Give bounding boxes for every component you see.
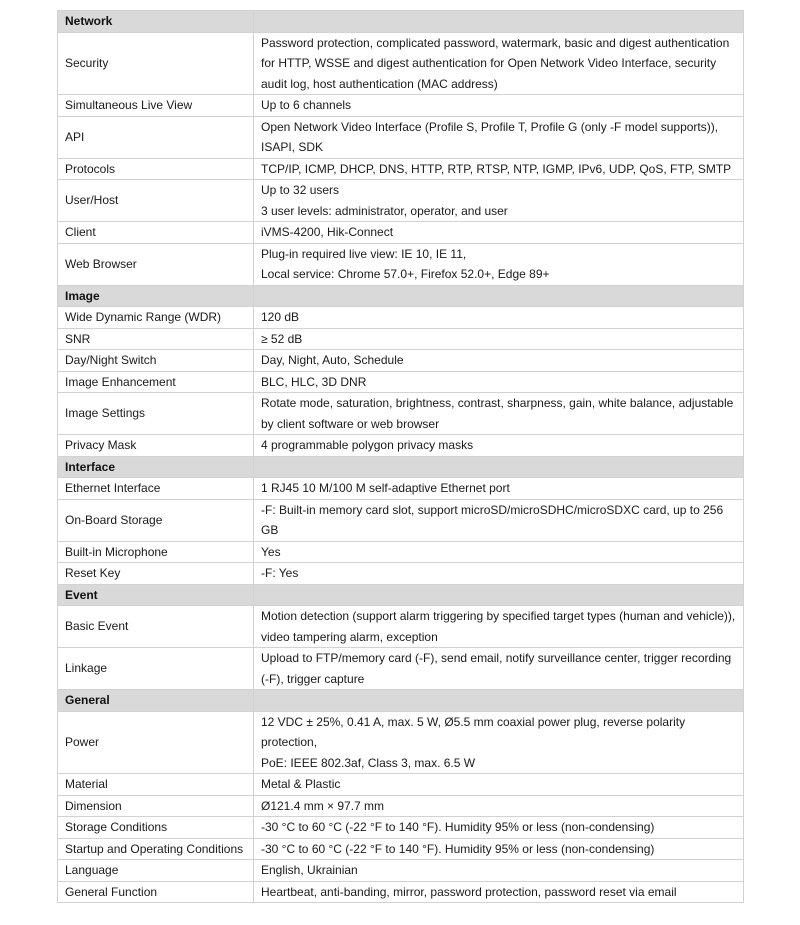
- table-row: [58, 116, 744, 158]
- spec-value-line: Local service: Chrome 57.0+, Firefox 52.0+, Edge 89+: [261, 267, 550, 281]
- spec-value-line: TCP/IP, ICMP, DHCP, DNS, HTTP, RTP, RTSP, NTP, IGMP, IPv6, UDP, QoS, FTP, SMTP: [261, 161, 732, 176]
- spec-label: SNR: [58, 328, 254, 350]
- spec-value: [254, 328, 744, 350]
- section-title: General: [58, 690, 254, 712]
- table-row: [58, 307, 744, 329]
- section-header-network: [58, 11, 744, 33]
- section-title: Network: [58, 11, 254, 33]
- section-title: Image: [58, 285, 254, 307]
- spec-label: Language: [58, 860, 254, 882]
- table-row: [58, 817, 744, 839]
- spec-value: [254, 711, 744, 774]
- spec-value-line: 12 VDC ± 25%, 0.41 A, max. 5 W, Ø5.5 mm coaxial power plug, reverse polarity protection,: [261, 714, 686, 749]
- spec-value: [254, 795, 744, 817]
- spec-value-line: English, Ukrainian: [261, 863, 358, 877]
- spec-value: [254, 371, 744, 393]
- spec-value: [254, 116, 744, 158]
- spec-value-line: ≥ 52 dB: [261, 331, 303, 346]
- table-row: [58, 350, 744, 372]
- section-title: Event: [58, 584, 254, 606]
- spec-value-line: Up to 6 channels: [261, 98, 352, 112]
- spec-label: Day/Night Switch: [58, 350, 254, 372]
- spec-value: [254, 838, 744, 860]
- spec-value: [254, 243, 744, 285]
- spec-value-line: Open Network Video Interface (Profile S, Profile T, Profile G (only -F model supports)), ISAPI, SDK: [261, 119, 719, 154]
- spec-value-line: 120 dB: [261, 310, 300, 324]
- spec-value: [254, 158, 744, 180]
- spec-table-body: [58, 11, 744, 903]
- spec-value: [254, 499, 744, 541]
- table-row: [58, 393, 744, 435]
- section-header-image: [58, 285, 744, 307]
- spec-value-line: iVMS-4200, Hik-Connect: [261, 225, 394, 239]
- spec-label: Linkage: [58, 648, 254, 690]
- spec-value-line: Yes: [261, 544, 281, 559]
- table-row: [58, 158, 744, 180]
- table-row: [58, 435, 744, 457]
- section-header-blank: [254, 690, 744, 712]
- spec-value-line: Motion detection (support alarm triggering by specified target types (human and vehicle)), video tampering alarm, exception: [261, 609, 736, 644]
- spec-value: [254, 860, 744, 882]
- section-title: Interface: [58, 456, 254, 478]
- table-row: [58, 838, 744, 860]
- spec-value: [254, 881, 744, 903]
- spec-label: API: [58, 116, 254, 158]
- table-row: [58, 541, 744, 563]
- spec-value-line: Plug-in required live view: IE 10, IE 11,: [261, 246, 467, 261]
- table-row: [58, 881, 744, 903]
- table-row: [58, 860, 744, 882]
- spec-label: Reset Key: [58, 563, 254, 585]
- spec-label: Privacy Mask: [58, 435, 254, 457]
- spec-value-line: Rotate mode, saturation, brightness, contrast, sharpness, gain, white balance, adjustable by client software or web browser: [261, 396, 734, 431]
- spec-table: [57, 10, 744, 903]
- spec-value: [254, 563, 744, 585]
- spec-value: [254, 32, 744, 95]
- section-header-blank: [254, 11, 744, 33]
- spec-value-line: -30 °C to 60 °C (-22 °F to 140 °F). Humidity 95% or less (non-condensing): [261, 841, 655, 856]
- table-row: [58, 95, 744, 117]
- spec-value-line: Ø121.4 mm × 97.7 mm: [261, 798, 385, 813]
- spec-value-line: Password protection, complicated password, watermark, basic and digest authentication for HTTP, WSSE and digest authentication for Open Network Video Interface, security audit log, host authentication (MAC address): [261, 35, 730, 91]
- spec-label: Wide Dynamic Range (WDR): [58, 307, 254, 329]
- spec-label: Basic Event: [58, 606, 254, 648]
- spec-label: Simultaneous Live View: [58, 95, 254, 117]
- spec-value: [254, 774, 744, 796]
- table-row: [58, 222, 744, 244]
- spec-value-line: Heartbeat, anti-banding, mirror, password protection, password reset via email: [261, 884, 677, 899]
- section-header-event: [58, 584, 744, 606]
- spec-value-line: Metal & Plastic: [261, 777, 341, 791]
- section-header-blank: [254, 456, 744, 478]
- spec-value: [254, 478, 744, 500]
- spec-label: Storage Conditions: [58, 817, 254, 839]
- table-row: [58, 499, 744, 541]
- spec-value-line: -30 °C to 60 °C (-22 °F to 140 °F). Humidity 95% or less (non-condensing): [261, 820, 655, 834]
- table-row: [58, 32, 744, 95]
- section-header-blank: [254, 285, 744, 307]
- spec-label: Built-in Microphone: [58, 541, 254, 563]
- spec-label: Image Enhancement: [58, 371, 254, 393]
- spec-label: General Function: [58, 881, 254, 903]
- spec-value: [254, 541, 744, 563]
- table-row: [58, 371, 744, 393]
- spec-value: [254, 222, 744, 244]
- table-row: [58, 774, 744, 796]
- spec-value: [254, 307, 744, 329]
- spec-value: [254, 817, 744, 839]
- spec-label: On-Board Storage: [58, 499, 254, 541]
- spec-value: [254, 95, 744, 117]
- table-row: [58, 711, 744, 774]
- spec-value: [254, 350, 744, 372]
- table-row: [58, 606, 744, 648]
- spec-value-line: 1 RJ45 10 M/100 M self-adaptive Ethernet port: [261, 481, 510, 495]
- table-row: [58, 795, 744, 817]
- spec-value-line: Upload to FTP/memory card (-F), send email, notify surveillance center, trigger recording (-F), trigger capture: [261, 651, 732, 686]
- table-row: [58, 563, 744, 585]
- spec-label: Client: [58, 222, 254, 244]
- table-row: [58, 180, 744, 222]
- table-row: [58, 243, 744, 285]
- spec-label: Dimension: [58, 795, 254, 817]
- spec-value: [254, 648, 744, 690]
- section-header-interface: [58, 456, 744, 478]
- table-row: [58, 648, 744, 690]
- spec-value: [254, 393, 744, 435]
- spec-value-line: 4 programmable polygon privacy masks: [261, 438, 474, 452]
- spec-value: [254, 606, 744, 648]
- spec-value: [254, 180, 744, 222]
- spec-label: Startup and Operating Conditions: [58, 838, 254, 860]
- section-header-general: [58, 690, 744, 712]
- spec-value-line: BLC, HLC, 3D DNR: [261, 374, 367, 389]
- spec-label: Web Browser: [58, 243, 254, 285]
- spec-label: Protocols: [58, 158, 254, 180]
- section-header-blank: [254, 584, 744, 606]
- spec-value: [254, 435, 744, 457]
- spec-label: Security: [58, 32, 254, 95]
- spec-value-line: -F: Built-in memory card slot, support microSD/microSDHC/microSDXC card, up to 256 GB: [261, 502, 724, 537]
- table-row: [58, 478, 744, 500]
- spec-value-line: Up to 32 users: [261, 183, 340, 197]
- spec-label: Image Settings: [58, 393, 254, 435]
- spec-value-line: -F: Yes: [261, 566, 299, 580]
- spec-value-line: 3 user levels: administrator, operator, and user: [261, 203, 508, 218]
- spec-value-line: Day, Night, Auto, Schedule: [261, 353, 404, 367]
- spec-label: Ethernet Interface: [58, 478, 254, 500]
- spec-label: User/Host: [58, 180, 254, 222]
- table-row: [58, 328, 744, 350]
- spec-value-line: PoE: IEEE 802.3af, Class 3, max. 6.5 W: [261, 755, 476, 770]
- spec-label: Material: [58, 774, 254, 796]
- spec-label: Power: [58, 711, 254, 774]
